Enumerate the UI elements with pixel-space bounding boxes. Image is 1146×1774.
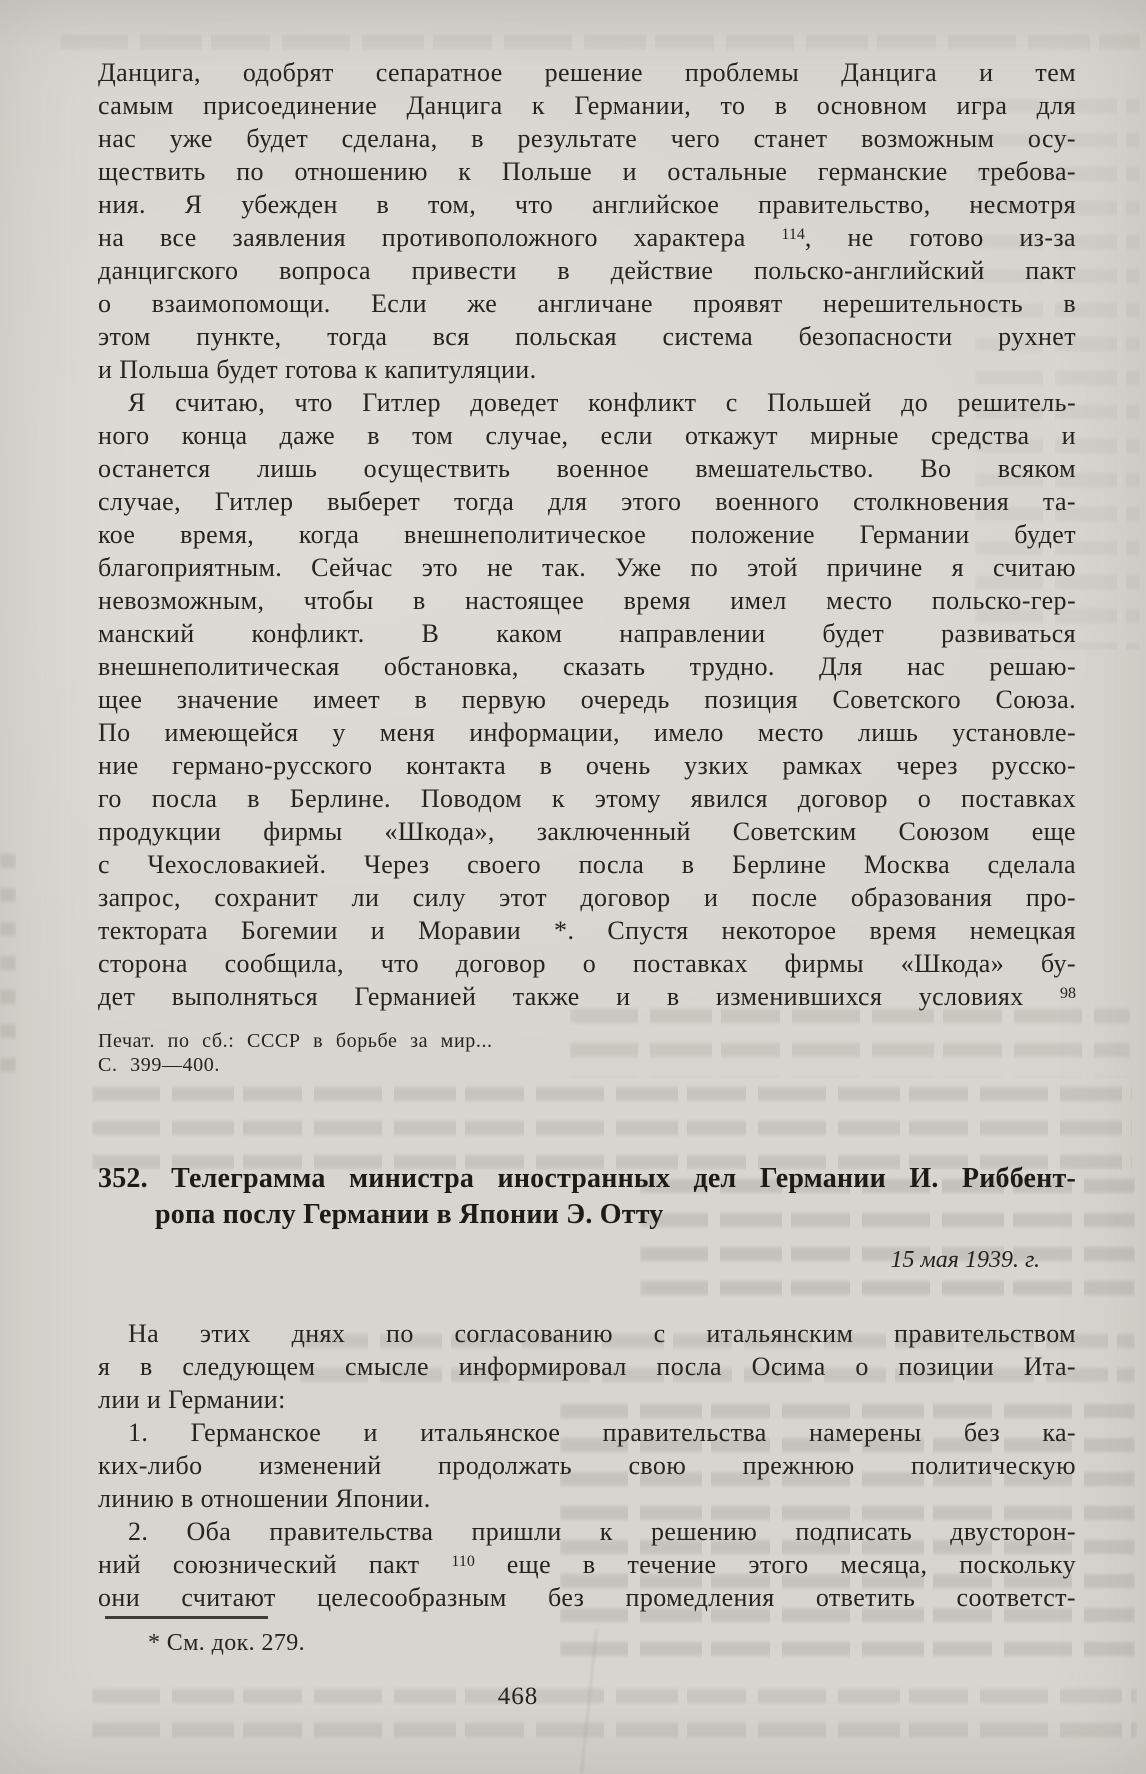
footnote: * См. док. 279. [148,1630,306,1656]
text-line: 1. Германское и итальянское правительства намерены без ка- [128,1418,1076,1447]
text-line: и Польша будет готова к капитуляции. [98,355,537,384]
doc-352-heading-line: ропа послу Германии в Японии Э. Отту [155,1199,664,1230]
footnote-reference: 110 [451,1553,475,1570]
text-line: тектората Богемии и Моравии *. Спустя некоторое время немецкая [98,916,1076,945]
text-line: сторона сообщила, что договор о поставках фирмы «Шкода» бу- [98,949,1076,978]
text-line: По имеющейся у меня информации, имело место лишь установле- [98,718,1076,747]
text-line: ществить по отношению к Польше и остальные германские требова- [98,157,1076,186]
footnote-divider [105,1616,268,1619]
text-line: щее значение имеет в первую очередь позиция Советского Союза. [98,685,1076,714]
text-line: манский конфликт. В каком направлении будет развиваться [98,619,1076,648]
text-line: кое время, когда внешнеполитическое положение Германии будет [98,520,1076,549]
text-line: запрос, сохранит ли силу этот договор и после образования про- [98,883,1076,912]
text-line: ного конца даже в том случае, если откажут мирные средства и [98,421,1076,450]
text-line: го посла в Берлине. Поводом к этому явился договор о поставках [98,784,1076,813]
source-note [98,1029,1076,1077]
text-block [98,56,1076,1711]
text-line: ний союзнический пакт $^{110}$ еще в течение этого месяца, поскольку [98,1550,1076,1579]
footnote-reference: 98 [1060,985,1076,1002]
doc-352-date: 15 мая 1939. г. [890,1247,1040,1273]
source-note-line: С. 399—400. [98,1054,220,1076]
text-line: продукции фирмы «Шкода», заключенный Советским Союзом еще [98,817,1076,846]
footnote-reference: 114 [781,226,805,243]
text-line: 2. Оба правительства пришли к решению подписать двусторон- [128,1517,1076,1546]
page-number: 468 [497,1683,539,1710]
text-line: лии и Германии: [98,1385,286,1414]
text-line: они считают целесообразным без промедления ответить соответст- [98,1583,1076,1612]
bleedthrough-ghost [0,845,16,1075]
text-line: линию в отношении Японии. [98,1484,431,1513]
text-line: ких-либо изменений продолжать свою прежнюю политическую [98,1451,1076,1480]
text-line: нас уже будет сделана, в результате чего станет возможным осу- [98,124,1076,153]
text-line: внешнеполитическая обстановка, сказать трудно. Для нас решаю- [98,652,1076,681]
doc-351-continuation [98,56,1076,1013]
text-line: невозможным, чтобы в настоящее время имел место польско-гер- [98,586,1076,615]
text-line: случае, Гитлер выберет тогда для этого военного столкновения та- [98,487,1076,516]
text-line: благоприятным. Сейчас это не так. Уже по этой причине я считаю [98,553,1076,582]
text-line: о взаимопомощи. Если же англичане проявят нерешительность в [98,289,1076,318]
text-line: самым присоединение Данцига к Германии, то в основном игра для [98,91,1076,120]
text-line: дет выполняться Германией также и в изменившихся условиях $^{98}$ [98,982,1076,1011]
bleedthrough-ghost [60,26,1140,52]
doc-352-heading-line: 352. Телеграмма министра иностранных дел Германии И. Риббент- [98,1163,1076,1194]
text-line: я в следующем смысле информировал посла Осима о позиции Ита- [98,1352,1076,1381]
doc-352-body [98,1317,1076,1614]
text-line: останется лишь осуществить военное вмешательство. Во всяком [98,454,1076,483]
text-line: ния. Я убежден в том, что английское правительство, несмотря [98,190,1076,219]
source-note-line: Печат. по сб.: СССР в борьбе за мир... [98,1030,493,1052]
text-line: Данцига, одобрят сепаратное решение проблемы Данцига и тем [98,58,1076,87]
text-line: На этих днях по согласованию с итальянским правительством [128,1319,1076,1348]
text-line: этом пункте, тогда вся польская система безопасности рухнет [98,322,1076,351]
text-line: ние германо-русского контакта в очень узких рамках через русско- [98,751,1076,780]
doc-352-heading [98,1161,1076,1233]
text-line: Я считаю, что Гитлер доведет конфликт с Польшей до решитель- [128,388,1076,417]
text-line: на все заявления противоположного характера $^{114}$, не готово из-за [98,223,1077,252]
text-line: данцигского вопроса привести в действие польско-английский пакт [98,256,1076,285]
text-line: с Чехословакией. Через своего посла в Берлине Москва сделала [98,850,1076,879]
